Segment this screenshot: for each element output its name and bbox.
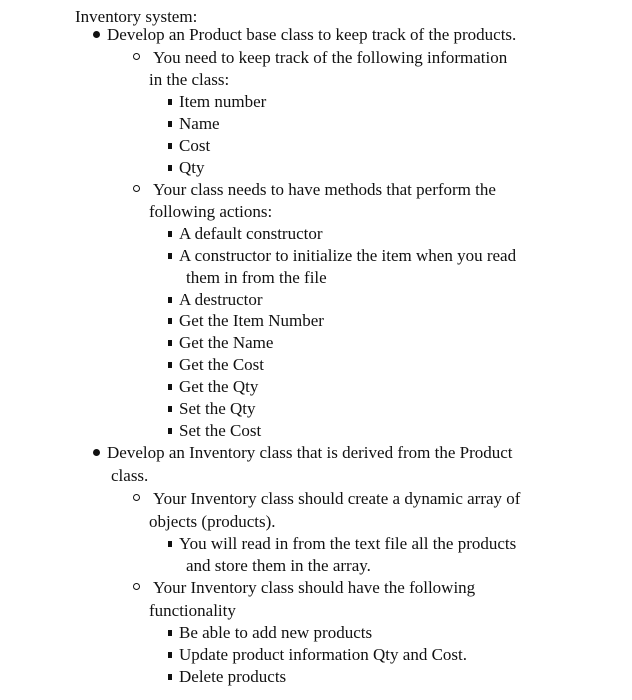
functionality-intro-continued: functionality: [149, 601, 236, 620]
bullet-circle-icon: [133, 53, 140, 60]
field-item: Qty: [179, 158, 205, 177]
bullet-square-icon: [168, 99, 172, 105]
method-item-continued: them in from the file: [186, 268, 327, 287]
function-item: Be able to add new products: [179, 623, 373, 642]
field-item: Cost: [179, 136, 211, 155]
bullet-dot-icon: [93, 449, 100, 456]
product-class-heading: Develop an Product base class to keep track of the products.: [107, 25, 517, 44]
bullet-square-icon: [168, 340, 172, 346]
bullet-square-icon: [168, 674, 172, 680]
bullet-square-icon: [168, 318, 172, 324]
track-info-intro: You need to keep track of the following information: [153, 48, 508, 67]
bullet-square-icon: [168, 165, 172, 171]
bullet-square-icon: [168, 362, 172, 368]
bullet-circle-icon: [133, 583, 140, 590]
method-item: A default constructor: [179, 224, 323, 243]
method-item: A destructor: [179, 290, 263, 309]
methods-intro-continued: following actions:: [149, 202, 273, 221]
inventory-class-heading-continued: class.: [111, 466, 149, 485]
bullet-circle-icon: [133, 185, 140, 192]
functionality-intro: Your Inventory class should have the following: [153, 578, 476, 597]
read-file-item: You will read in from the text file all the products: [179, 534, 517, 553]
field-item: Name: [179, 114, 220, 133]
bullet-square-icon: [168, 121, 172, 127]
bullet-square-icon: [168, 253, 172, 259]
methods-intro: Your class needs to have methods that perform the: [153, 180, 496, 199]
bullet-square-icon: [168, 231, 172, 237]
method-item: Set the Qty: [179, 399, 256, 418]
function-item: Update product information Qty and Cost.: [179, 645, 468, 664]
bullet-square-icon: [168, 541, 172, 547]
bullet-square-icon: [168, 297, 172, 303]
dynamic-array-intro-continued: objects (products).: [149, 512, 276, 531]
bullet-square-icon: [168, 406, 172, 412]
bullet-square-icon: [168, 652, 172, 658]
document-title: Inventory system:: [75, 7, 198, 26]
method-item: A constructor to initialize the item when you read: [179, 246, 517, 265]
inventory-class-heading: Develop an Inventory class that is derived from the Product: [107, 443, 513, 462]
function-item: Delete products: [179, 667, 287, 686]
method-item: Get the Item Number: [179, 311, 324, 330]
bullet-square-icon: [168, 630, 172, 636]
method-item: Get the Qty: [179, 377, 259, 396]
bullet-square-icon: [168, 143, 172, 149]
read-file-item-continued: and store them in the array.: [186, 556, 371, 575]
method-item: Get the Cost: [179, 355, 264, 374]
bullet-dot-icon: [93, 31, 100, 38]
bullet-circle-icon: [133, 494, 140, 501]
bullet-square-icon: [168, 428, 172, 434]
method-item: Get the Name: [179, 333, 274, 352]
method-item: Set the Cost: [179, 421, 262, 440]
track-info-intro-continued: in the class:: [149, 70, 230, 89]
field-item: Item number: [179, 92, 267, 111]
bullet-square-icon: [168, 384, 172, 390]
dynamic-array-intro: Your Inventory class should create a dynamic array of: [153, 489, 521, 508]
